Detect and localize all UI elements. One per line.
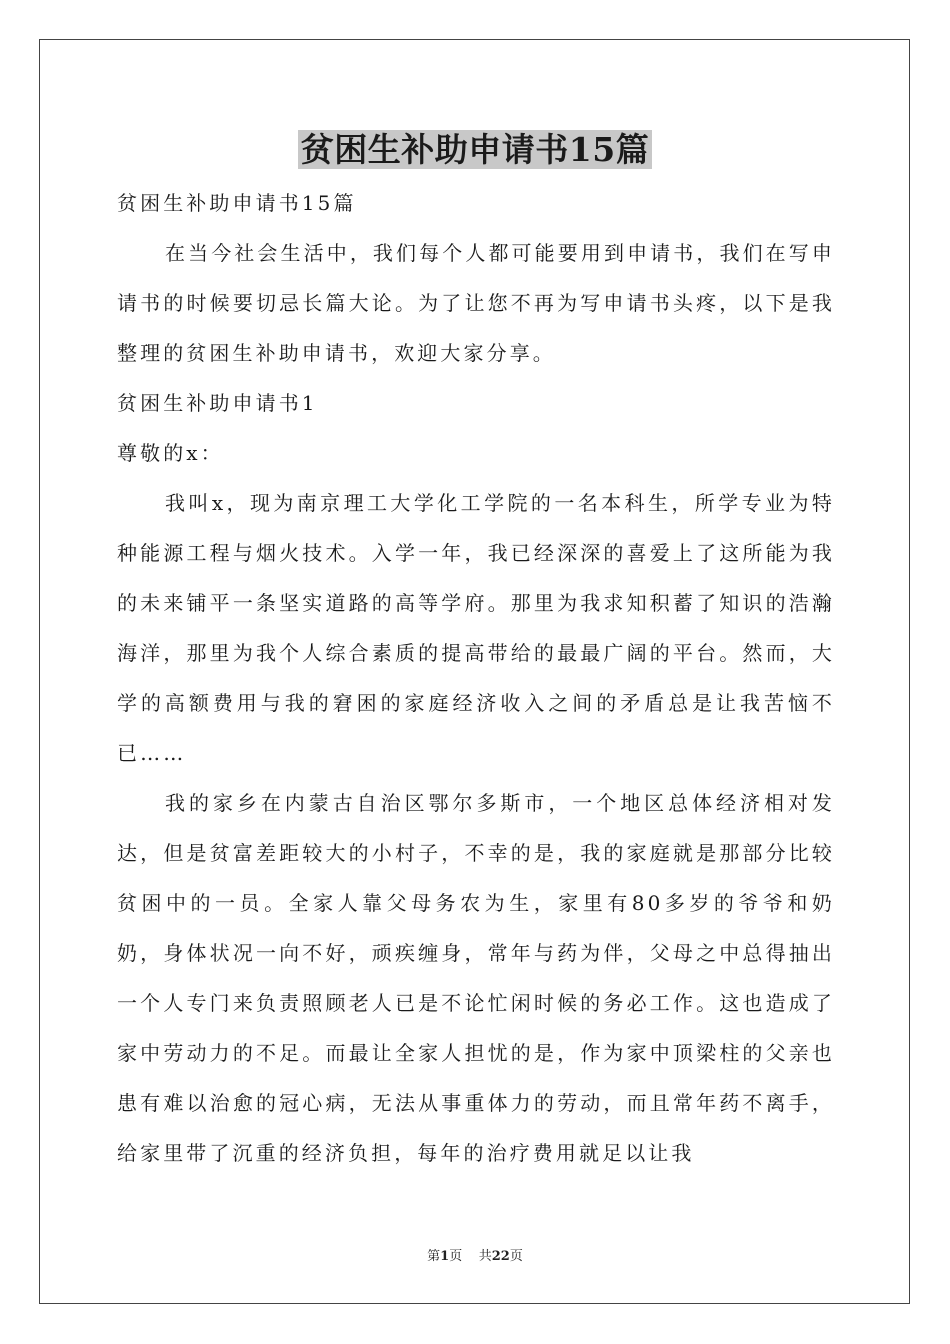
document-body [117,178,835,1178]
page-total: 22 [491,1249,510,1264]
page-footer [0,1247,950,1267]
salutation: 尊敬的x： [117,441,224,465]
document-title [0,124,950,176]
total-suffix: 页 [509,1249,523,1264]
page-number: 1 [440,1249,450,1264]
intro-paragraph: 在当今社会生活中，我们每个人都可能要用到申请书，我们在写申请书的时候要切忌长篇大论。为了让您不再为写申请书头疼，以下是我整理的贫困生补助申请书，欢迎大家分享。 [117,241,835,365]
page-prefix: 第 [427,1249,441,1264]
total-prefix: 共 [478,1249,492,1264]
page-suffix: 页 [449,1249,463,1264]
body-paragraph-2: 我的家乡在内蒙古自治区鄂尔多斯市，一个地区总体经济相对发达，但是贫富差距较大的小村子，不幸的是，我的家庭就是那部分比较贫困中的一员。全家人靠父母务农为生，家里有80多岁的爷爷和奶奶，身体状况一向不好，顽疾缠身，常年与药为伴，父母之中总得抽出一个人专门来负责照顾老人已是不论忙闲时候的务必工作。这也造成了家中劳动力的不足。而最让全家人担忧的是，作为家中顶梁柱的父亲也患有难以治愈的冠心病，无法从事重体力的劳动，而且常年药不离手，给家里带了沉重的经济负担，每年的治疗费用就足以让我 [117,791,835,1165]
section-heading: 贫困生补助申请书1 [117,391,318,415]
document-subtitle: 贫困生补助申请书15篇 [117,191,357,215]
body-paragraph-1: 我叫x，现为南京理工大学化工学院的一名本科生，所学专业为特种能源工程与烟火技术。入学一年，我已经深深的喜爱上了这所能为我的未来铺平一条坚实道路的高等学府。那里为我求知积蓄了知识的浩瀚海洋，那里为我个人综合素质的提高带给的最最广阔的平台。然而，大学的高额费用与我的窘困的家庭经济收入之间的矛盾总是让我苦恼不已…… [117,491,835,765]
document-title-text: 贫困生补助申请书15篇 [298,130,652,169]
